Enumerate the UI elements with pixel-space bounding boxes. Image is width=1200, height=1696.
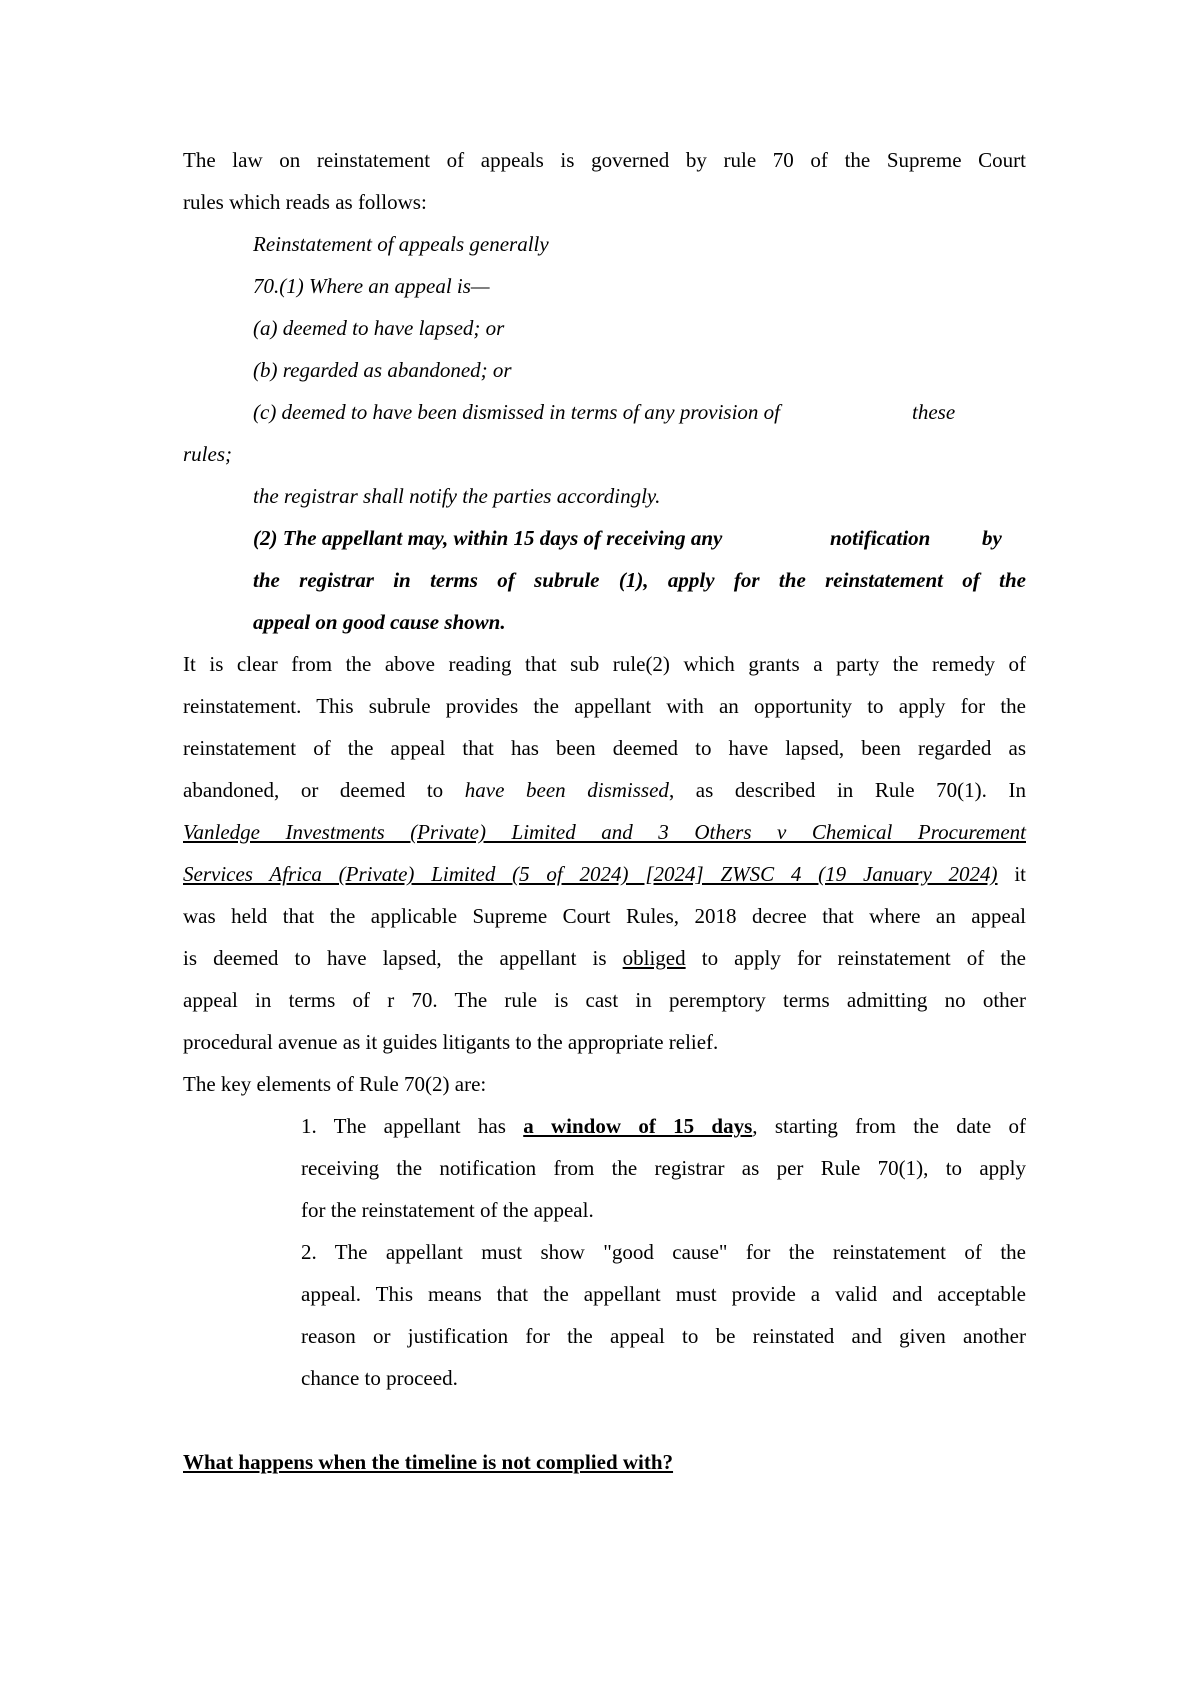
window-15-days-emphasis: a window of 15 days [523, 1114, 753, 1138]
key-element-2-line-1: 2. The appellant must show "good cause" for the reinstatement of the [301, 1240, 1026, 1264]
quote-subrule-2-by: by [982, 526, 1002, 550]
obliged-emphasis: obliged [622, 946, 686, 970]
case-citation-text: Services Africa (Private) Limited (5 of 2024) [2024] ZWSC 4 (19 January 2024) [183, 862, 998, 886]
analysis-line-8-end: to apply for reinstatement of the [685, 946, 1027, 970]
analysis-line-9: appeal in terms of r 70. The rule is cast in peremptory terms admitting no other [183, 988, 1026, 1012]
key-element-2-line-3: reason or justification for the appeal to be reinstated and given another [301, 1324, 1026, 1348]
quote-item-c-these: these [912, 400, 956, 424]
analysis-line-7: was held that the applicable Supreme Court Rules, 2018 decree that where an appeal [183, 904, 1026, 928]
analysis-line-4 [183, 776, 1026, 804]
quote-registrar-line: the registrar shall notify the parties accordingly. [253, 484, 661, 508]
have-been-dismissed-emphasis: have been dismissed [464, 778, 669, 802]
quote-item-c-tail: rules; [183, 442, 232, 466]
case-citation-line-1: Vanledge Investments (Private) Limited and 3 Others v Chemical Procurement [183, 820, 1026, 844]
quote-item-c: (c) deemed to have been dismissed in terms of any provision of [253, 400, 781, 424]
quote-subrule-2-line-3: appeal on good cause shown. [253, 610, 506, 634]
analysis-line-8-start: is deemed to have lapsed, the appellant is [183, 946, 623, 970]
analysis-line-3: reinstatement of the appeal that has been deemed to have lapsed, been regarded as [183, 736, 1026, 760]
key-element-1-end: , starting from the date of [752, 1114, 1027, 1138]
key-element-1-start: 1. The appellant has [301, 1114, 524, 1138]
key-element-2-line-2: appeal. This means that the appellant must provide a valid and acceptable [301, 1282, 1026, 1306]
case-citation-tail: it [997, 862, 1026, 886]
key-element-2-line-4: chance to proceed. [301, 1366, 458, 1390]
quote-subrule-2-line-1: (2) The appellant may, within 15 days of receiving any [253, 526, 723, 550]
analysis-line-1: It is clear from the above reading that sub rule(2) which grants a party the remedy of [183, 652, 1026, 676]
key-element-1-line-3: for the reinstatement of the appeal. [301, 1198, 594, 1222]
case-citation-line-2 [183, 860, 1026, 888]
key-element-1-line-1 [301, 1112, 1026, 1140]
analysis-line-4-start: abandoned, or deemed to [183, 778, 465, 802]
quote-rule-number: 70.(1) Where an appeal is— [253, 274, 490, 298]
quote-item-a: (a) deemed to have lapsed; or [253, 316, 505, 340]
key-elements-intro: The key elements of Rule 70(2) are: [183, 1072, 487, 1096]
key-element-1-line-2: receiving the notification from the registrar as per Rule 70(1), to apply [301, 1156, 1026, 1180]
quote-subrule-2-line-2: the registrar in terms of subrule (1), apply for the reinstatement of the [253, 568, 1026, 592]
intro-line-2: rules which reads as follows: [183, 190, 427, 214]
quote-subrule-2-notification: notification [830, 526, 931, 550]
quote-heading: Reinstatement of appeals generally [253, 232, 549, 256]
quote-item-b: (b) regarded as abandoned; or [253, 358, 512, 382]
analysis-line-10: procedural avenue as it guides litigants to the appropriate relief. [183, 1030, 719, 1054]
section-heading: What happens when the timeline is not complied with? [183, 1450, 674, 1474]
analysis-line-8 [183, 944, 1026, 972]
intro-line-1: The law on reinstatement of appeals is governed by rule 70 of the Supreme Court [183, 148, 1026, 172]
analysis-line-2: reinstatement. This subrule provides the appellant with an opportunity to apply for the [183, 694, 1026, 718]
analysis-line-4-end: , as described in Rule 70(1). In [668, 778, 1026, 802]
